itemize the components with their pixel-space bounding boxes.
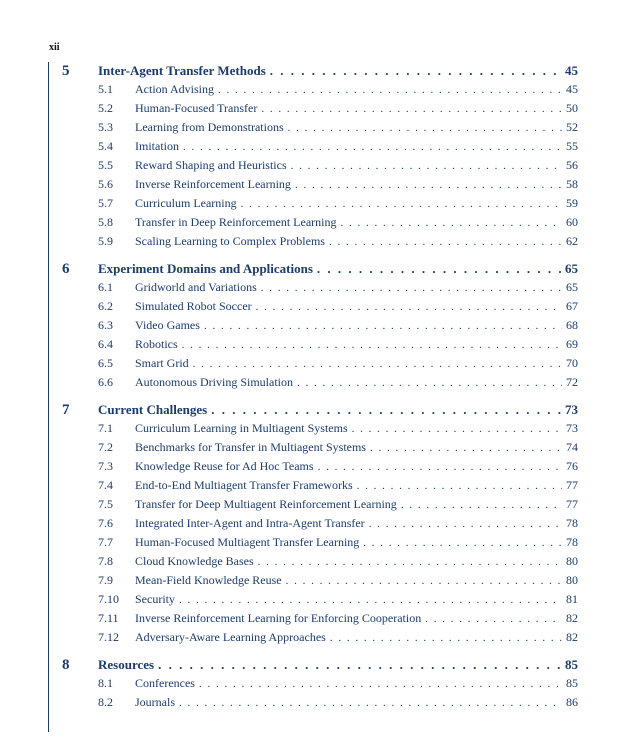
- dot-leader: [329, 236, 562, 248]
- section-title: Human-Focused Transfer: [135, 101, 258, 115]
- dot-leader: [179, 697, 562, 709]
- chapter-number: 8: [62, 657, 70, 673]
- section-number: 5.7: [98, 196, 113, 210]
- section-entry[interactable]: [62, 497, 578, 516]
- dot-leader: [352, 423, 562, 435]
- section-entry[interactable]: [62, 318, 578, 337]
- section-entry[interactable]: [62, 120, 578, 139]
- section-entry[interactable]: [62, 630, 578, 649]
- section-entry[interactable]: [62, 139, 578, 158]
- section-page: 78: [566, 535, 578, 549]
- section-entry[interactable]: [62, 158, 578, 177]
- section-title: Inverse Reinforcement Learning for Enforcing Cooperation: [135, 611, 422, 625]
- section-title: Autonomous Driving Simulation: [135, 375, 294, 389]
- section-page: 74: [566, 440, 578, 454]
- dot-leader: [179, 594, 562, 606]
- section-title: Curriculum Learning in Multiagent Systems: [135, 421, 348, 435]
- section-number: 5.4: [98, 139, 113, 153]
- dot-leader: [286, 575, 562, 587]
- section-entry[interactable]: [62, 554, 578, 573]
- dot-leader: [258, 556, 562, 568]
- section-number: 7.5: [98, 497, 113, 511]
- dot-leader: [182, 339, 562, 351]
- dot-leader: [425, 613, 562, 625]
- section-title: Robotics: [135, 337, 178, 351]
- chapter-8: [62, 657, 578, 714]
- section-title: Imitation: [135, 139, 179, 153]
- dot-leader: [291, 160, 562, 172]
- dot-leader: [330, 632, 562, 644]
- dot-leader: [363, 537, 562, 549]
- section-title: Video Games: [135, 318, 200, 332]
- section-number: 8.2: [98, 695, 113, 709]
- section-number: 8.1: [98, 676, 113, 690]
- section-number: 7.10: [98, 592, 119, 606]
- section-number: 7.4: [98, 478, 113, 492]
- dot-leader: [288, 122, 562, 134]
- section-title: Adversary-Aware Learning Approaches: [135, 630, 326, 644]
- section-number: 7.11: [98, 611, 119, 625]
- section-entry[interactable]: [62, 280, 578, 299]
- section-number: 7.1: [98, 421, 113, 435]
- section-entry[interactable]: [62, 177, 578, 196]
- section-title: Transfer for Deep Multiagent Reinforcement Learning: [135, 497, 397, 511]
- section-entry[interactable]: [62, 82, 578, 101]
- section-page: 73: [566, 421, 578, 435]
- section-page: 67: [566, 299, 578, 313]
- section-entry[interactable]: [62, 516, 578, 535]
- chapter-title: Experiment Domains and Applications: [98, 261, 313, 276]
- section-entry[interactable]: [62, 215, 578, 234]
- section-entry[interactable]: [62, 676, 578, 695]
- section-number: 7.7: [98, 535, 113, 549]
- dot-leader: [158, 657, 561, 673]
- section-page: 80: [566, 554, 578, 568]
- section-number: 6.4: [98, 337, 113, 351]
- section-page: 50: [566, 101, 578, 115]
- chapter-page: 85: [565, 657, 578, 672]
- dot-leader: [369, 518, 562, 530]
- section-page: 80: [566, 573, 578, 587]
- chapter-title: Resources: [98, 657, 155, 672]
- margin-rule: [48, 62, 49, 732]
- section-number: 7.6: [98, 516, 113, 530]
- section-entry[interactable]: [62, 592, 578, 611]
- section-page: 58: [566, 177, 578, 191]
- section-page: 68: [566, 318, 578, 332]
- section-number: 6.3: [98, 318, 113, 332]
- section-title: Smart Grid: [135, 356, 189, 370]
- dot-leader: [241, 198, 562, 210]
- section-title: Conferences: [135, 676, 195, 690]
- section-number: 5.3: [98, 120, 113, 134]
- section-title: Knowledge Reuse for Ad Hoc Teams: [135, 459, 314, 473]
- chapter-title: Current Challenges: [98, 402, 208, 417]
- section-page: 65: [566, 280, 578, 294]
- section-title: Learning from Demonstrations: [135, 120, 284, 134]
- section-number: 5.2: [98, 101, 113, 115]
- section-page: 52: [566, 120, 578, 134]
- section-title: Scaling Learning to Complex Problems: [135, 234, 325, 248]
- dot-leader: [401, 499, 562, 511]
- chapter-entry[interactable]: [62, 402, 578, 421]
- table-of-contents: [62, 63, 578, 722]
- section-entry[interactable]: [62, 337, 578, 356]
- dot-leader: [297, 377, 562, 389]
- section-page: 85: [566, 676, 578, 690]
- section-title: End-to-End Multiagent Transfer Frameworks: [135, 478, 353, 492]
- chapter-number: 7: [62, 402, 70, 418]
- section-page: 78: [566, 516, 578, 530]
- chapter-5: [62, 63, 578, 253]
- section-page: 72: [566, 375, 578, 389]
- section-entry[interactable]: [62, 375, 578, 394]
- section-title: Reward Shaping and Heuristics: [135, 158, 287, 172]
- page-number: xii: [49, 42, 60, 53]
- dot-leader: [199, 678, 562, 690]
- dot-leader: [318, 461, 562, 473]
- section-entry[interactable]: [62, 478, 578, 497]
- chapter-entry[interactable]: [62, 657, 578, 676]
- section-entry[interactable]: [62, 356, 578, 375]
- chapter-number: 6: [62, 261, 70, 277]
- dot-leader: [295, 179, 562, 191]
- dot-leader: [317, 261, 561, 277]
- section-number: 7.9: [98, 573, 113, 587]
- dot-leader: [261, 282, 562, 294]
- section-title: Human-Focused Multiagent Transfer Learning: [135, 535, 360, 549]
- section-number: 6.2: [98, 299, 113, 313]
- section-entry[interactable]: [62, 459, 578, 478]
- section-entry[interactable]: [62, 234, 578, 253]
- chapter-page: 65: [565, 261, 578, 276]
- chapter-title: Inter-Agent Transfer Methods: [98, 63, 266, 78]
- section-page: 45: [566, 82, 578, 96]
- section-title: Cloud Knowledge Bases: [135, 554, 254, 568]
- section-number: 7.3: [98, 459, 113, 473]
- section-entry[interactable]: [62, 535, 578, 554]
- section-title: Simulated Robot Soccer: [135, 299, 252, 313]
- section-page: 82: [566, 611, 578, 625]
- section-entry[interactable]: [62, 196, 578, 215]
- section-page: 82: [566, 630, 578, 644]
- dot-leader: [193, 358, 562, 370]
- section-title: Curriculum Learning: [135, 196, 237, 210]
- chapter-entry[interactable]: [62, 261, 578, 280]
- section-title: Mean-Field Knowledge Reuse: [135, 573, 282, 587]
- section-number: 7.12: [98, 630, 119, 644]
- chapter-number: 5: [62, 63, 70, 79]
- section-title: Action Advising: [135, 82, 215, 96]
- section-page: 55: [566, 139, 578, 153]
- section-page: 77: [566, 497, 578, 511]
- section-number: 7.8: [98, 554, 113, 568]
- section-entry[interactable]: [62, 573, 578, 592]
- dot-leader: [370, 442, 562, 454]
- section-page: 56: [566, 158, 578, 172]
- section-number: 6.1: [98, 280, 113, 294]
- section-page: 76: [566, 459, 578, 473]
- section-number: 7.2: [98, 440, 113, 454]
- section-entry[interactable]: [62, 611, 578, 630]
- chapter-7: [62, 402, 578, 649]
- section-page: 59: [566, 196, 578, 210]
- section-number: 5.8: [98, 215, 113, 229]
- section-number: 5.6: [98, 177, 113, 191]
- section-title: Security: [135, 592, 175, 606]
- section-page: 77: [566, 478, 578, 492]
- dot-leader: [256, 301, 562, 313]
- section-entry[interactable]: [62, 101, 578, 120]
- chapter-page: 73: [565, 402, 578, 417]
- section-entry[interactable]: [62, 695, 578, 714]
- chapter-entry[interactable]: [62, 63, 578, 82]
- section-title: Inverse Reinforcement Learning: [135, 177, 291, 191]
- dot-leader: [211, 402, 561, 418]
- section-number: 5.1: [98, 82, 113, 96]
- section-page: 69: [566, 337, 578, 351]
- section-number: 6.5: [98, 356, 113, 370]
- dot-leader: [270, 63, 561, 79]
- section-number: 5.9: [98, 234, 113, 248]
- section-number: 6.6: [98, 375, 113, 389]
- section-page: 60: [566, 215, 578, 229]
- section-title: Integrated Inter-Agent and Intra-Agent Transfer: [135, 516, 365, 530]
- dot-leader: [341, 217, 563, 229]
- chapter-page: 45: [565, 63, 578, 78]
- section-page: 81: [566, 592, 578, 606]
- section-entry[interactable]: [62, 440, 578, 459]
- section-entry[interactable]: [62, 299, 578, 318]
- dot-leader: [204, 320, 562, 332]
- section-title: Gridworld and Variations: [135, 280, 257, 294]
- section-title: Benchmarks for Transfer in Multiagent Systems: [135, 440, 366, 454]
- section-entry[interactable]: [62, 421, 578, 440]
- section-number: 5.5: [98, 158, 113, 172]
- dot-leader: [183, 141, 562, 153]
- section-page: 86: [566, 695, 578, 709]
- section-title: Transfer in Deep Reinforcement Learning: [135, 215, 337, 229]
- section-page: 62: [566, 234, 578, 248]
- dot-leader: [218, 84, 562, 96]
- dot-leader: [261, 103, 562, 115]
- dot-leader: [357, 480, 562, 492]
- section-page: 70: [566, 356, 578, 370]
- chapter-6: [62, 261, 578, 394]
- section-title: Journals: [135, 695, 175, 709]
